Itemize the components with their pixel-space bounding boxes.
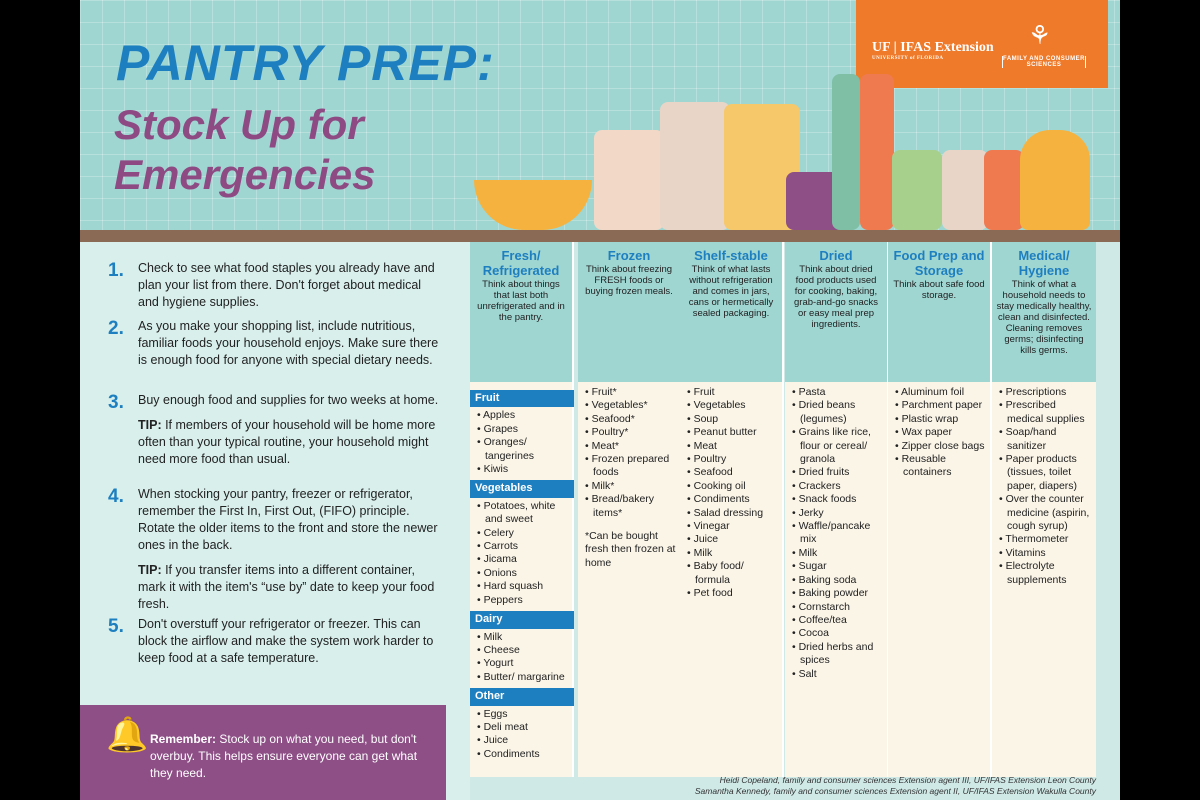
- column-header: [470, 242, 572, 382]
- list-item: • Coffee/tea: [790, 614, 884, 627]
- column-list: [680, 382, 782, 777]
- list-item: • Salt: [790, 668, 884, 681]
- column-shelf-stable: [680, 242, 784, 777]
- list-item: • Peanut butter: [685, 426, 779, 439]
- list-item: • Jerky: [790, 507, 884, 520]
- uf-ifas-text: UF | IFAS Extension: [872, 40, 994, 55]
- column-title: Frozen: [607, 248, 651, 263]
- list-item: • Celery: [475, 527, 569, 540]
- credit-line: Samantha Kennedy, family and consumer sciences Extension agent II, UF/IFAS Extension Wakulla County: [694, 786, 1096, 796]
- list-item: • Baby food/ formula: [685, 560, 779, 587]
- column-header: [888, 242, 990, 382]
- column-list: [470, 382, 572, 777]
- list-item: • Cooking oil: [685, 480, 779, 493]
- list-item: • Aluminum foil: [893, 386, 987, 399]
- list-item: • Snack foods: [790, 493, 884, 506]
- tip-text: If you transfer items into a different container, mark it with the item's “use by” date to keep your food fresh.: [138, 563, 435, 611]
- bottle-icon: [832, 74, 860, 230]
- list-item: • Apples: [475, 409, 569, 422]
- step-text: Don't overstuff your refrigerator or freezer. This can block the airflow and make the system work harder to keep food at a safe temperature.: [138, 617, 434, 665]
- column-food-prep-and-storage: [888, 242, 992, 777]
- list-item: • Cornstarch: [790, 601, 884, 614]
- list-item: • Vegetables*: [583, 399, 677, 412]
- list-item: • Vegetables: [685, 399, 779, 412]
- title-main: PANTRY PREP:: [116, 35, 495, 91]
- tip: [110, 417, 440, 468]
- list-item: • Reusable containers: [893, 453, 987, 480]
- column-description: Think of what lasts without refrigeration and comes in jars, cans or hermetically sealed packaging.: [688, 264, 774, 319]
- step-number: 3.: [108, 392, 124, 413]
- list-item: • Wax paper: [893, 426, 987, 439]
- list-item: • Fruit: [685, 386, 779, 399]
- column-title: Dried: [819, 248, 853, 263]
- jar-icon: [942, 150, 988, 230]
- tip-label: TIP:: [138, 418, 162, 432]
- list-item: • Eggs: [475, 708, 569, 721]
- list-item: • Grapes: [475, 423, 569, 436]
- tip-text: If members of your household will be home more often than your typical routine, your household might need more food than usual.: [138, 418, 436, 466]
- step-2: [110, 318, 440, 369]
- list-item: • Vinegar: [685, 520, 779, 533]
- step-4: [110, 486, 440, 613]
- column-dried: [785, 242, 889, 777]
- remember-text: Stock up on what you need, but don't overbuy. This helps ensure everyone can get what they need.: [150, 732, 418, 780]
- list-item: • Pasta: [790, 386, 884, 399]
- list-item: • Seafood*: [583, 413, 677, 426]
- tip: [110, 562, 440, 613]
- list-item: • Deli meat: [475, 721, 569, 734]
- remember-label: Remember:: [150, 732, 217, 746]
- header-banner: [80, 0, 1120, 234]
- list-item: • Crackers: [790, 480, 884, 493]
- column-list: [785, 382, 887, 777]
- column-medical-hygiene: [992, 242, 1096, 777]
- list-item: • Juice: [685, 533, 779, 546]
- list-item: • Meat*: [583, 440, 677, 453]
- jar-icon: [594, 130, 664, 230]
- step-number: 2.: [108, 318, 124, 339]
- list-item: • Dried beans (legumes): [790, 399, 884, 426]
- list-item: • Juice: [475, 734, 569, 747]
- list-item: • Peppers: [475, 594, 569, 607]
- list-item: • Oranges/ tangerines: [475, 436, 569, 463]
- list-item: • Grains like rice, flour or cereal/ granola: [790, 426, 884, 466]
- column-description: Think about things that last both unrefrigerated and in the pantry.: [477, 279, 565, 323]
- list-item: • Dried fruits: [790, 466, 884, 479]
- uf-ifas-logo: [856, 0, 1108, 88]
- credits: [695, 775, 1096, 797]
- list-item: • Waffle/pancake mix: [790, 520, 884, 547]
- list-item: • Potatoes, white and sweet: [475, 500, 569, 527]
- column-list: [578, 382, 680, 777]
- jar-icon: [984, 150, 1024, 230]
- list-item: • Soap/hand sanitizer: [997, 426, 1093, 453]
- jar-icon: [892, 150, 942, 230]
- column-title: Medical/ Hygiene: [1018, 248, 1070, 278]
- column-list: [888, 382, 990, 777]
- list-item: • Meat: [685, 440, 779, 453]
- tip-label: TIP:: [138, 563, 162, 577]
- list-item: • Condiments: [475, 748, 569, 761]
- category-label: Vegetables: [470, 480, 574, 497]
- list-item: • Dried herbs and spices: [790, 641, 884, 668]
- list-item: • Cheese: [475, 644, 569, 657]
- category-label: Other: [470, 688, 574, 705]
- list-item: • Fruit*: [583, 386, 677, 399]
- list-item: • Yogurt: [475, 657, 569, 670]
- list-item: • Parchment paper: [893, 399, 987, 412]
- column-fresh-refrigerated: [470, 242, 574, 777]
- bell-icon: 🔔: [106, 716, 149, 754]
- step-text: When stocking your pantry, freezer or refrigerator, remember the First In, First Out, (FIFO) principle. Rotate the older items to the front and store the newer ones in the back.: [138, 487, 438, 552]
- list-item: • Milk: [790, 547, 884, 560]
- list-item: • Electrolyte supplements: [997, 560, 1093, 587]
- list-item: • Thermometer: [997, 533, 1093, 546]
- column-header: [785, 242, 887, 382]
- list-item: • Frozen prepared foods: [583, 453, 677, 480]
- step-5: [110, 616, 440, 667]
- column-header: [992, 242, 1096, 382]
- list-item: • Bread/bakery items*: [583, 493, 677, 520]
- column-description: Think about dried food products used for cooking, baking, grab-and-go snacks or easy meal prep ingredients.: [794, 264, 878, 330]
- step-text: Check to see what food staples you already have and plan your list from there. Don't forget about medical and hygiene supplies.: [138, 261, 435, 309]
- list-item: • Baking soda: [790, 574, 884, 587]
- list-item: • Vitamins: [997, 547, 1093, 560]
- credit-line: Heidi Copeland, family and consumer sciences Extension agent III, UF/IFAS Extension Leon County: [719, 775, 1096, 785]
- list-item: • Pet food: [685, 587, 779, 600]
- column-description: Think about safe food storage.: [893, 279, 985, 301]
- list-item: • Onions: [475, 567, 569, 580]
- uf-sub-text: UNIVERSITY of FLORIDA: [872, 56, 944, 61]
- list-item: • Paper products (tissues, toilet paper, diapers): [997, 453, 1093, 493]
- step-number: 4.: [108, 486, 124, 507]
- list-item: • Milk: [475, 631, 569, 644]
- category-label: Dairy: [470, 611, 574, 628]
- step-text: Buy enough food and supplies for two weeks at home.: [138, 393, 439, 407]
- list-item: • Hard squash: [475, 580, 569, 593]
- list-item: • Soup: [685, 413, 779, 426]
- column-header: [680, 242, 782, 382]
- list-item: • Cocoa: [790, 627, 884, 640]
- list-item: • Carrots: [475, 540, 569, 553]
- list-item: • Poultry*: [583, 426, 677, 439]
- list-item: • Poultry: [685, 453, 779, 466]
- list-item: • Zipper close bags: [893, 440, 987, 453]
- list-item: • Seafood: [685, 466, 779, 479]
- remember-box: [80, 705, 446, 800]
- column-header: [578, 242, 680, 382]
- list-item: • Prescribed medical supplies: [997, 399, 1093, 426]
- list-item: • Plastic wrap: [893, 413, 987, 426]
- bottle-icon: [860, 74, 894, 230]
- step-3: [110, 392, 440, 468]
- list-item: • Baking powder: [790, 587, 884, 600]
- detergent-bottle-icon: [1020, 130, 1090, 230]
- bread-basket-icon: [474, 180, 592, 230]
- title-sub: Stock Up for Emergencies: [114, 101, 376, 198]
- column-description: Think of what a household needs to stay medically healthy, clean and disinfected. Cleaning removes germs; disinfecting kills germs.: [996, 279, 1092, 356]
- column-title: Fresh/ Refrigerated: [482, 248, 560, 278]
- step-number: 5.: [108, 616, 124, 637]
- list-item: • Milk*: [583, 480, 677, 493]
- list-item: • Over the counter medicine (aspirin, cough syrup): [997, 493, 1093, 533]
- column-title: Shelf-stable: [694, 248, 768, 263]
- fcs-text: FAMILY AND CONSUMER SCIENCES: [1003, 56, 1085, 68]
- column-frozen: [578, 242, 682, 777]
- list-item: • Kiwis: [475, 463, 569, 476]
- jar-icon: [660, 102, 730, 230]
- shelf: [80, 230, 1120, 242]
- column-title: Food Prep and Storage: [893, 248, 985, 278]
- infographic: [80, 0, 1120, 800]
- list-item: • Butter/ margarine: [475, 671, 569, 684]
- list-item: • Condiments: [685, 493, 779, 506]
- column-description: Think about freezing FRESH foods or buying frozen meals.: [585, 264, 673, 297]
- list-item: • Sugar: [790, 560, 884, 573]
- list-item: • Prescriptions: [997, 386, 1093, 399]
- footnote: *Can be bought fresh then frozen at home: [585, 530, 676, 569]
- list-item: • Jicama: [475, 553, 569, 566]
- list-item: • Salad dressing: [685, 507, 779, 520]
- step-text: As you make your shopping list, include nutritious, familiar foods your household enjoys. Make sure there is enough food for anyone with special dietary needs.: [138, 319, 439, 367]
- category-label: Fruit: [470, 390, 574, 407]
- family-icon: ⚘: [1028, 20, 1052, 50]
- list-item: • Milk: [685, 547, 779, 560]
- column-list: [992, 382, 1096, 777]
- step-number: 1.: [108, 260, 124, 281]
- step-1: [110, 260, 440, 311]
